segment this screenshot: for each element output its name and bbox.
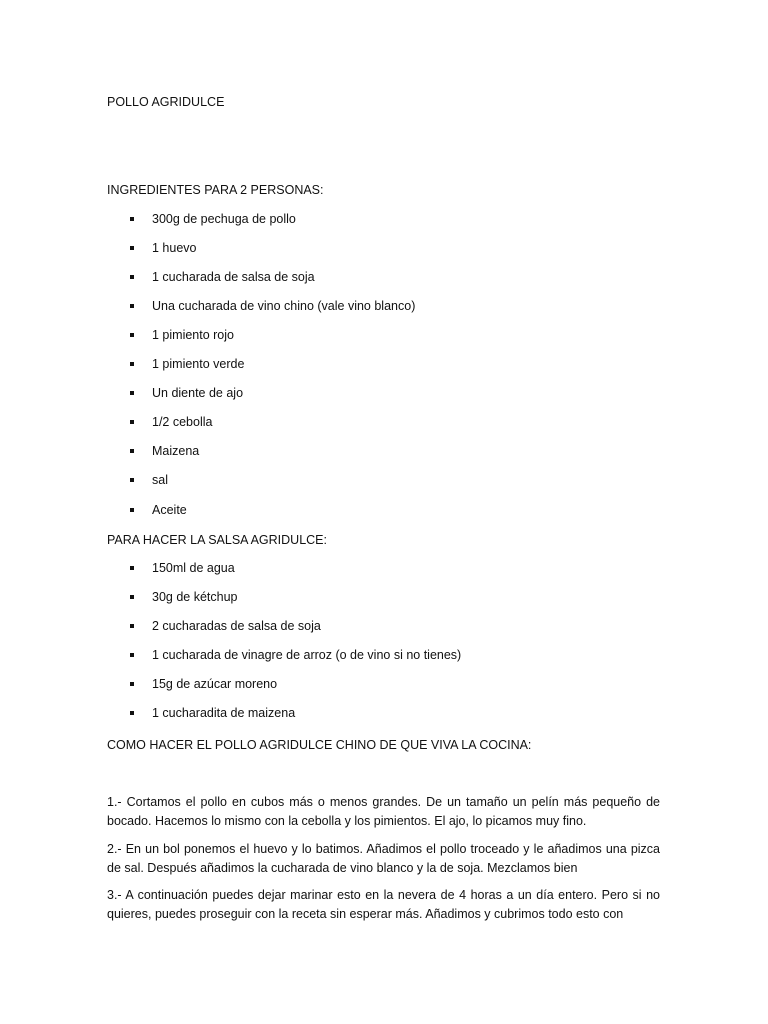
list-item: 2 cucharadas de salsa de soja: [152, 619, 321, 633]
bullet-icon: [130, 653, 134, 657]
method-heading: COMO HACER EL POLLO AGRIDULCE CHINO DE QUE VIVA LA COCINA:: [107, 738, 532, 752]
bullet-icon: [130, 217, 134, 221]
bullet-icon: [130, 362, 134, 366]
recipe-title: POLLO AGRIDULCE: [107, 95, 225, 109]
list-item: 150ml de agua: [152, 561, 235, 575]
list-item: Maizena: [152, 444, 200, 458]
list-item: Aceite: [152, 503, 187, 517]
bullet-icon: [130, 595, 134, 599]
bullet-icon: [130, 711, 134, 715]
method-step: 3.- A continuación puedes dejar marinar esto en la nevera de 4 horas a un día entero. Pero si no quieres, puedes proseguir con la receta sin esperar más. Añadimos y cubrimos todo esto con: [107, 888, 660, 921]
bullet-icon: [130, 420, 134, 424]
list-item: 1/2 cebolla: [152, 415, 213, 429]
bullet-icon: [130, 449, 134, 453]
list-item: 1 pimiento rojo: [152, 328, 234, 342]
bullet-icon: [130, 304, 134, 308]
list-item: 1 cucharada de salsa de soja: [152, 270, 315, 284]
sauce-heading: PARA HACER LA SALSA AGRIDULCE:: [107, 533, 327, 547]
bullet-icon: [130, 478, 134, 482]
bullet-icon: [130, 624, 134, 628]
method-step: 2.- En un bol ponemos el huevo y lo batimos. Añadimos el pollo troceado y le añadimos una pizca de sal. Después añadimos la cucharada de vino blanco y la de soja. Mezclamos bien: [107, 842, 660, 875]
method-step: 1.- Cortamos el pollo en cubos más o menos grandes. De un tamaño un pelín más pequeño de bocado. Hacemos lo mismo con la cebolla y los pimientos. El ajo, lo picamos muy fino.: [107, 795, 660, 828]
list-item: 1 cucharadita de maizena: [152, 706, 296, 720]
bullet-icon: [130, 566, 134, 570]
list-item: Un diente de ajo: [152, 386, 244, 400]
list-item: 1 pimiento verde: [152, 357, 245, 371]
list-item: 15g de azúcar moreno: [152, 677, 278, 691]
bullet-icon: [130, 391, 134, 395]
bullet-icon: [130, 333, 134, 337]
ingredients-heading: INGREDIENTES PARA 2 PERSONAS:: [107, 183, 324, 197]
list-item: 30g de kétchup: [152, 590, 238, 604]
list-item: sal: [152, 473, 168, 487]
list-item: Una cucharada de vino chino (vale vino blanco): [152, 299, 416, 313]
bullet-icon: [130, 246, 134, 250]
list-item: 1 huevo: [152, 241, 197, 255]
list-item: 1 cucharada de vinagre de arroz (o de vino si no tienes): [152, 648, 462, 662]
bullet-icon: [130, 275, 134, 279]
bullet-icon: [130, 508, 134, 512]
bullet-icon: [130, 682, 134, 686]
list-item: 300g de pechuga de pollo: [152, 212, 296, 226]
